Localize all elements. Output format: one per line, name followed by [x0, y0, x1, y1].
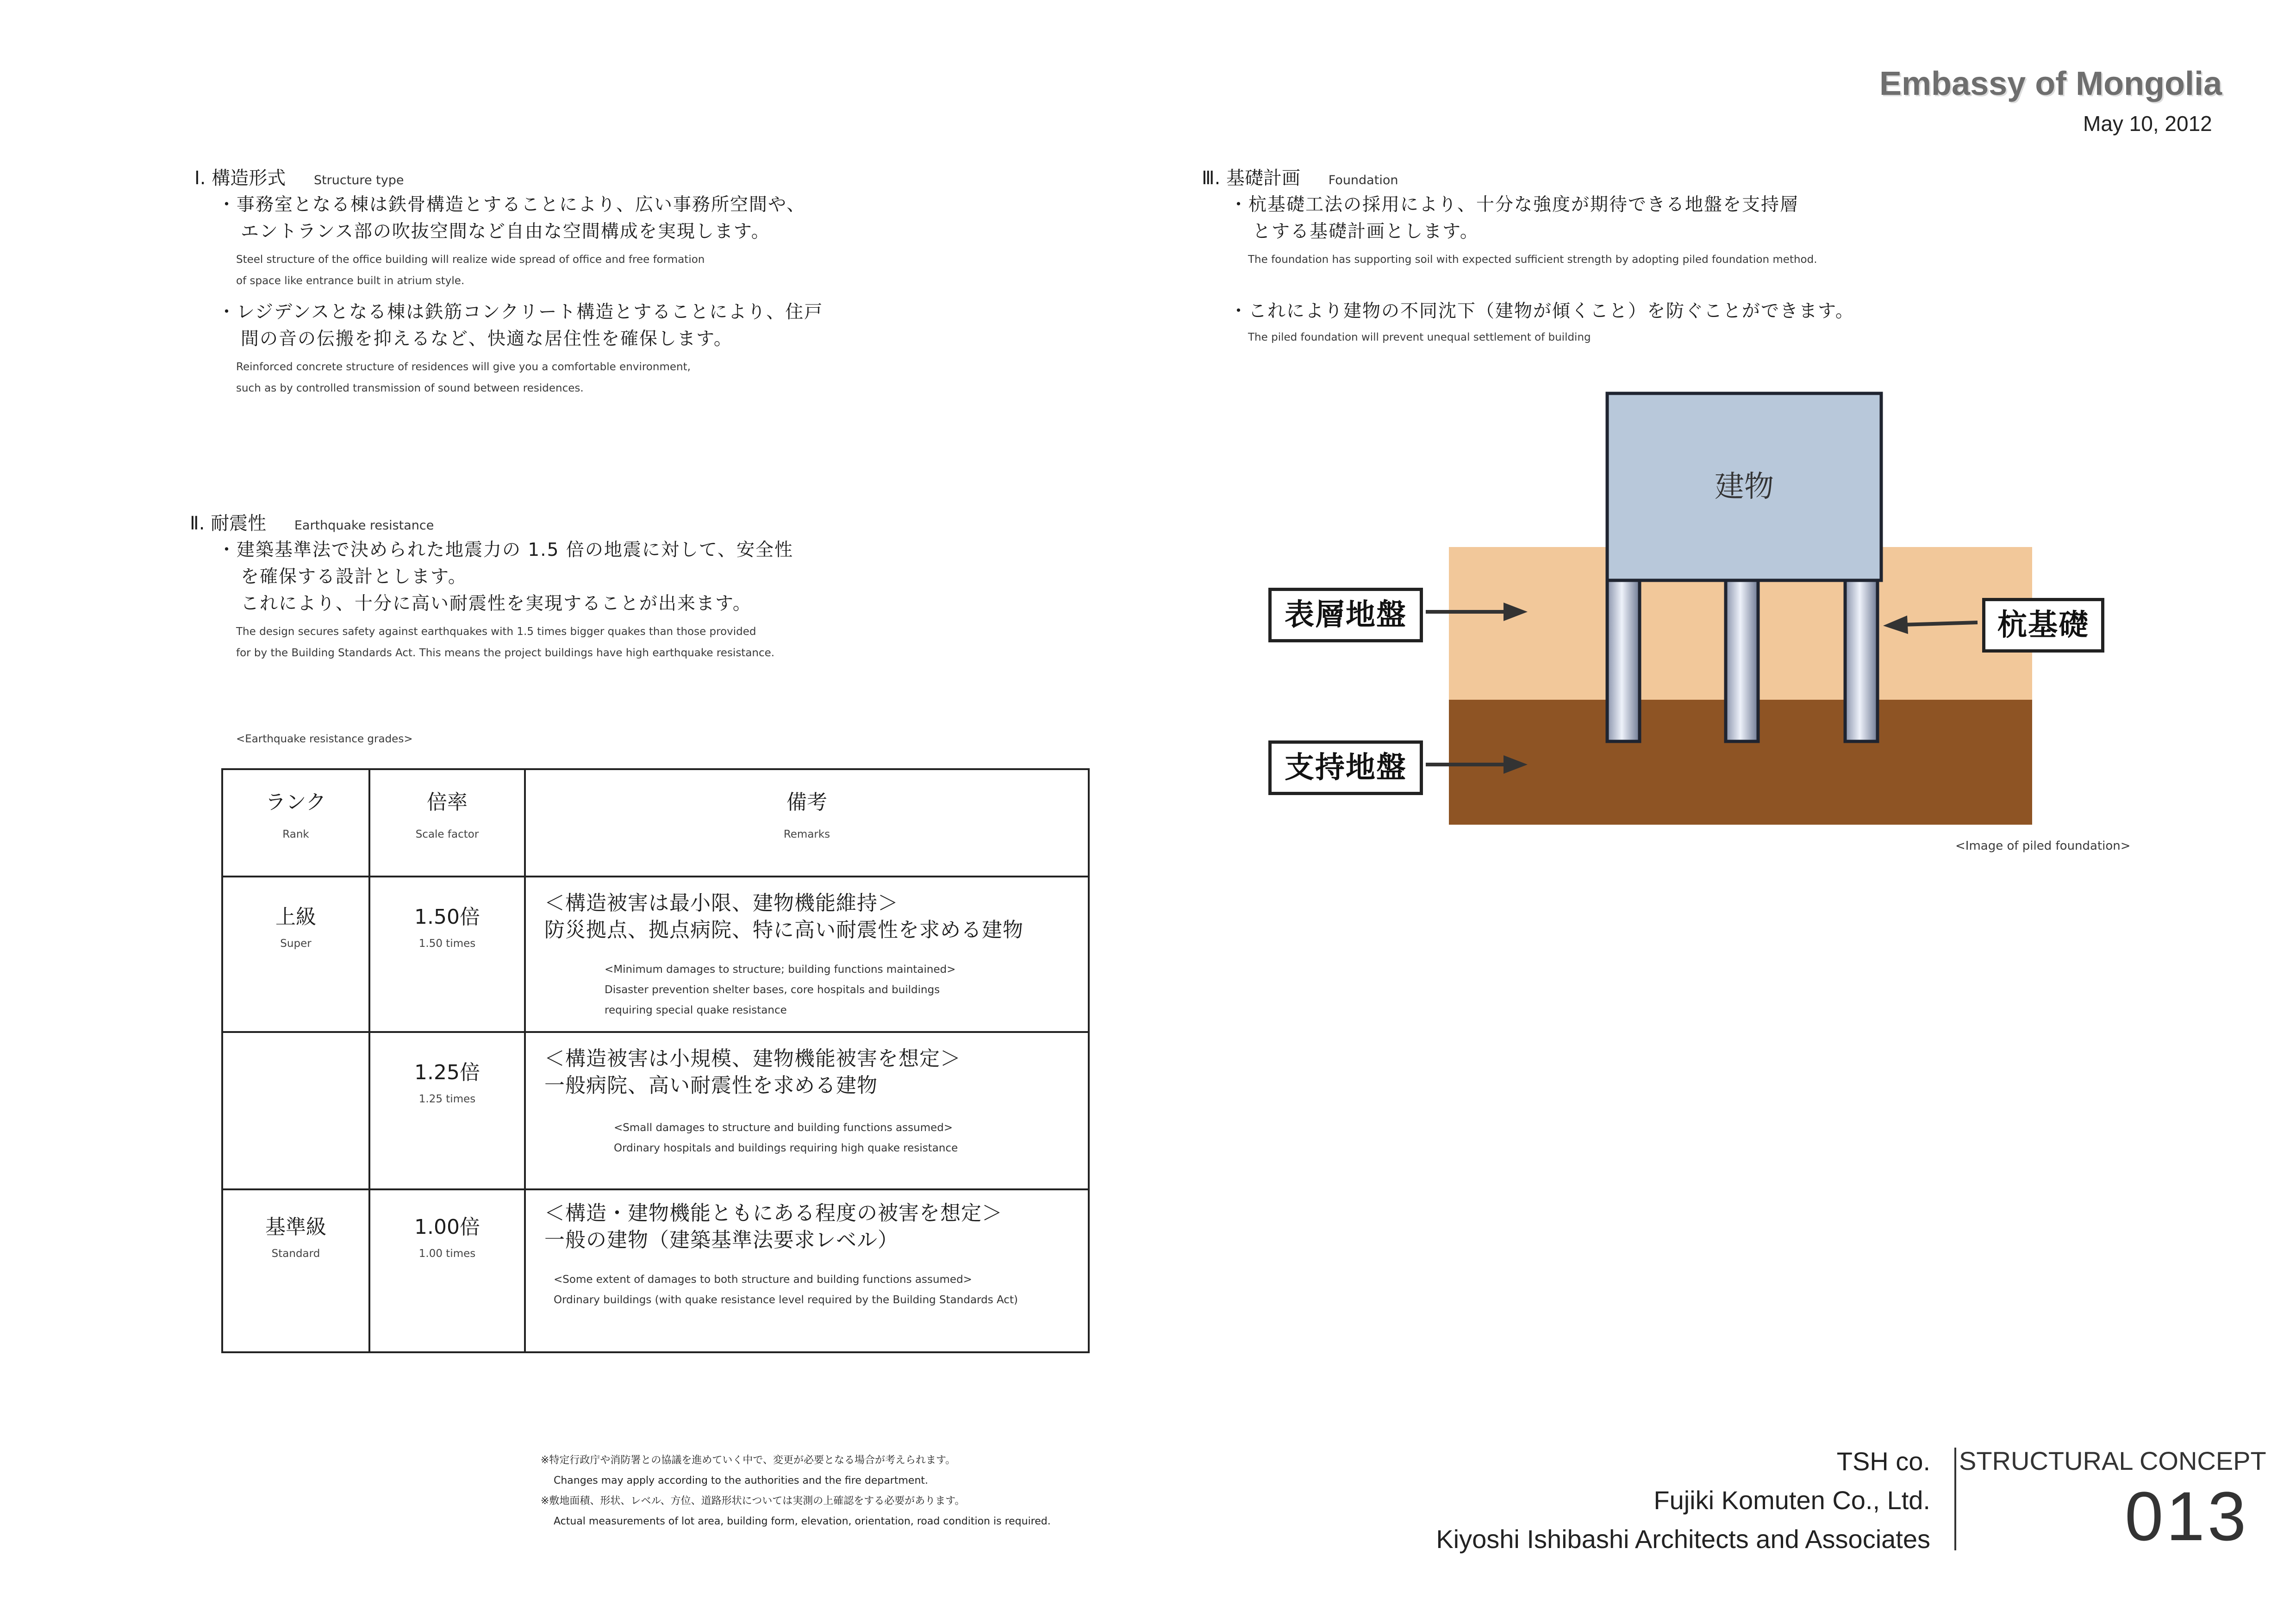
section-subtitle: Foundation: [1328, 173, 1398, 187]
header-jp: 備考: [786, 790, 827, 814]
factor-en: 1.25 times: [418, 1093, 476, 1105]
bullet-en-line: of space like entrance built in atrium style.: [236, 275, 465, 287]
body-en-line: The piled foundation will prevent unequal settlement of building: [1248, 331, 1591, 343]
rank-en: Standard: [271, 1248, 320, 1260]
remark-en: Ordinary buildings (with quake resistance level required by the Building Standards Act): [554, 1294, 1018, 1306]
earthquake-body: [218, 537, 1143, 664]
bullet-jp-line: ・レジデンスとなる棟は鉄筋コンクリート構造とすることにより、住戸: [218, 302, 824, 323]
section-foundation-heading: [1202, 165, 1398, 194]
section-earthquake-heading: [190, 510, 434, 539]
footer-divider: [1954, 1448, 1956, 1550]
bullet-en-line: Reinforced concrete structure of residences will give you a comfortable environment,: [236, 361, 691, 373]
diagram-caption: <Image of piled foundation>: [1955, 839, 2131, 853]
section-title: 基礎計画: [1226, 168, 1301, 189]
section-subtitle: Structure type: [313, 173, 404, 187]
page-number: 013: [2125, 1477, 2249, 1555]
section-number: Ⅱ.: [190, 513, 205, 534]
remarks-cell: [525, 1032, 1089, 1189]
surface-soil-label: 表層地盤: [1268, 588, 1423, 642]
rank-en: Super: [280, 938, 312, 950]
bearing-soil-label: 支持地盤: [1268, 740, 1423, 795]
bullet-jp-line: ・事務室となる棟は鉄骨構造とすることにより、広い事務所空間や、: [218, 194, 806, 215]
header-en: Rank: [282, 828, 309, 840]
header-en: Remarks: [783, 828, 830, 840]
company-name: Fujiki Komuten Co., Ltd.: [1653, 1486, 1930, 1515]
table-header-row: [222, 769, 1089, 877]
body-en-line: The foundation has supporting soil with expected sufficient strength by adopting piled foundation method.: [1248, 254, 1817, 266]
body-jp-line: ・建築基準法で決められた地震力の 1.5 倍の地震に対して、安全性: [218, 540, 794, 560]
foundation-body: [1229, 192, 2202, 348]
section-subtitle: Earthquake resistance: [294, 518, 434, 533]
remark-en: <Minimum damages to structure; building functions maintained>: [605, 964, 956, 976]
remark-en: requiring special quake resistance: [605, 1004, 787, 1016]
section-number: Ⅰ.: [194, 168, 206, 189]
body-jp-line: ・杭基礎工法の採用により、十分な強度が期待できる地盤を支持層: [1229, 194, 1799, 215]
header-jp: ランク: [265, 790, 326, 814]
header-en: Scale factor: [415, 828, 479, 840]
bullet-en-line: such as by controlled transmission of sound between residences.: [236, 382, 584, 394]
body-en-line: The design secures safety against earthquakes with 1.5 times bigger quakes than those provided: [236, 626, 756, 638]
remark-jp: ＜構造被害は小規模、建物機能被害を想定＞: [544, 1047, 961, 1070]
body-jp-line: これにより、十分に高い耐震性を実現することが出来ます。: [241, 593, 752, 614]
header-jp: 倍率: [427, 790, 468, 814]
table-row: [222, 877, 1089, 1032]
remark-en: <Small damages to structure and building functions assumed>: [614, 1122, 953, 1134]
earthquake-grades-table: [221, 768, 1090, 1353]
remark-en: Ordinary hospitals and buildings requiring high quake resistance: [614, 1142, 958, 1154]
remark-jp: 防災拠点、拠点病院、特に高い耐震性を求める建物: [544, 918, 1023, 942]
section-concept-label: STRUCTURAL CONCEPT: [1959, 1446, 2266, 1475]
table-caption: <Earthquake resistance grades>: [236, 733, 413, 745]
remark-jp: ＜構造・建物機能ともにある程度の被害を想定＞: [544, 1201, 1003, 1225]
bullet-jp-line: 間の音の伝搬を抑えるなど、快適な居住性を確保します。: [241, 329, 733, 349]
header-cell-remarks: [525, 769, 1089, 877]
header-cell-rank: [222, 769, 369, 877]
rank-cell: [222, 1189, 369, 1352]
factor-jp: 1.25倍: [414, 1061, 480, 1084]
table-row: [222, 1032, 1089, 1189]
footnote-jp: ※特定行政庁や消防署との協議を進めていく中で、変更が必要となる場合が考えられます。: [541, 1455, 956, 1466]
body-jp-line: を確保する設計とします。: [241, 566, 467, 587]
factor-jp: 1.50倍: [414, 905, 480, 929]
section-number: Ⅲ.: [1202, 168, 1221, 189]
factor-cell: [369, 877, 525, 1032]
remark-en: <Some extent of damages to both structure and building functions assumed>: [554, 1274, 972, 1286]
rank-cell: [222, 1032, 369, 1189]
footnote-jp: ※敷地面積、形状、レベル、方位、道路形状については実測の上確認をする必要があります。: [541, 1495, 965, 1507]
footnote-en: Changes may apply according to the authorities and the fire department.: [554, 1475, 929, 1486]
footnote-en: Actual measurements of lot area, building form, elevation, orientation, road condition is required.: [554, 1516, 1051, 1527]
section-structure-type-heading: [194, 165, 404, 194]
remarks-cell: [525, 877, 1089, 1032]
rank-cell: [222, 877, 369, 1032]
structure-type-body: [218, 192, 1120, 399]
footnotes: [541, 1450, 1142, 1532]
pile-foundation-label: 杭基礎: [1982, 598, 2104, 653]
piled-foundation-diagram: [1250, 389, 2148, 833]
factor-jp: 1.00倍: [414, 1215, 480, 1239]
body-jp-line: ・これにより建物の不同沈下（建物が傾くこと）を防ぐことができます。: [1229, 301, 1854, 322]
header-cell-scale: [369, 769, 525, 877]
factor-en: 1.50 times: [418, 938, 476, 950]
section-title: 構造形式: [212, 168, 286, 189]
building-label: 建物: [1715, 470, 1774, 504]
company-name: Kiyoshi Ishibashi Architects and Associates: [1436, 1524, 1930, 1554]
bullet-en-line: Steel structure of the office building will realize wide spread of office and free formation: [236, 254, 705, 266]
pile: [1845, 579, 1878, 741]
section-title: 耐震性: [211, 513, 267, 534]
pile: [1607, 579, 1640, 741]
rank-jp: 上級: [275, 905, 316, 929]
company-name: TSH co.: [1836, 1447, 1930, 1476]
remark-en: Disaster prevention shelter bases, core hospitals and buildings: [605, 984, 940, 996]
document-title: Embassy of Mongolia: [1879, 65, 2222, 102]
arrow-line: [1903, 622, 1978, 625]
factor-en: 1.00 times: [418, 1248, 476, 1260]
pile: [1726, 579, 1758, 741]
bullet-jp-line: エントランス部の吹抜空間など自由な空間構成を実現します。: [241, 221, 770, 242]
rank-jp: 基準級: [265, 1215, 326, 1239]
company-block: [1366, 1442, 1930, 1559]
remark-jp: 一般の建物（建築基準法要求レベル）: [544, 1228, 898, 1252]
document-date: May 10, 2012: [2083, 112, 2212, 136]
remarks-cell: [525, 1189, 1089, 1352]
remark-jp: 一般病院、高い耐震性を求める建物: [544, 1074, 878, 1097]
factor-cell: [369, 1032, 525, 1189]
factor-cell: [369, 1189, 525, 1352]
body-jp-line: とする基礎計画とします。: [1253, 221, 1479, 242]
remark-jp: ＜構造被害は最小限、建物機能維持＞: [544, 891, 898, 915]
body-en-line: for by the Building Standards Act. This means the project buildings have high earthquake resistance.: [236, 647, 775, 659]
table-row: [222, 1189, 1089, 1352]
